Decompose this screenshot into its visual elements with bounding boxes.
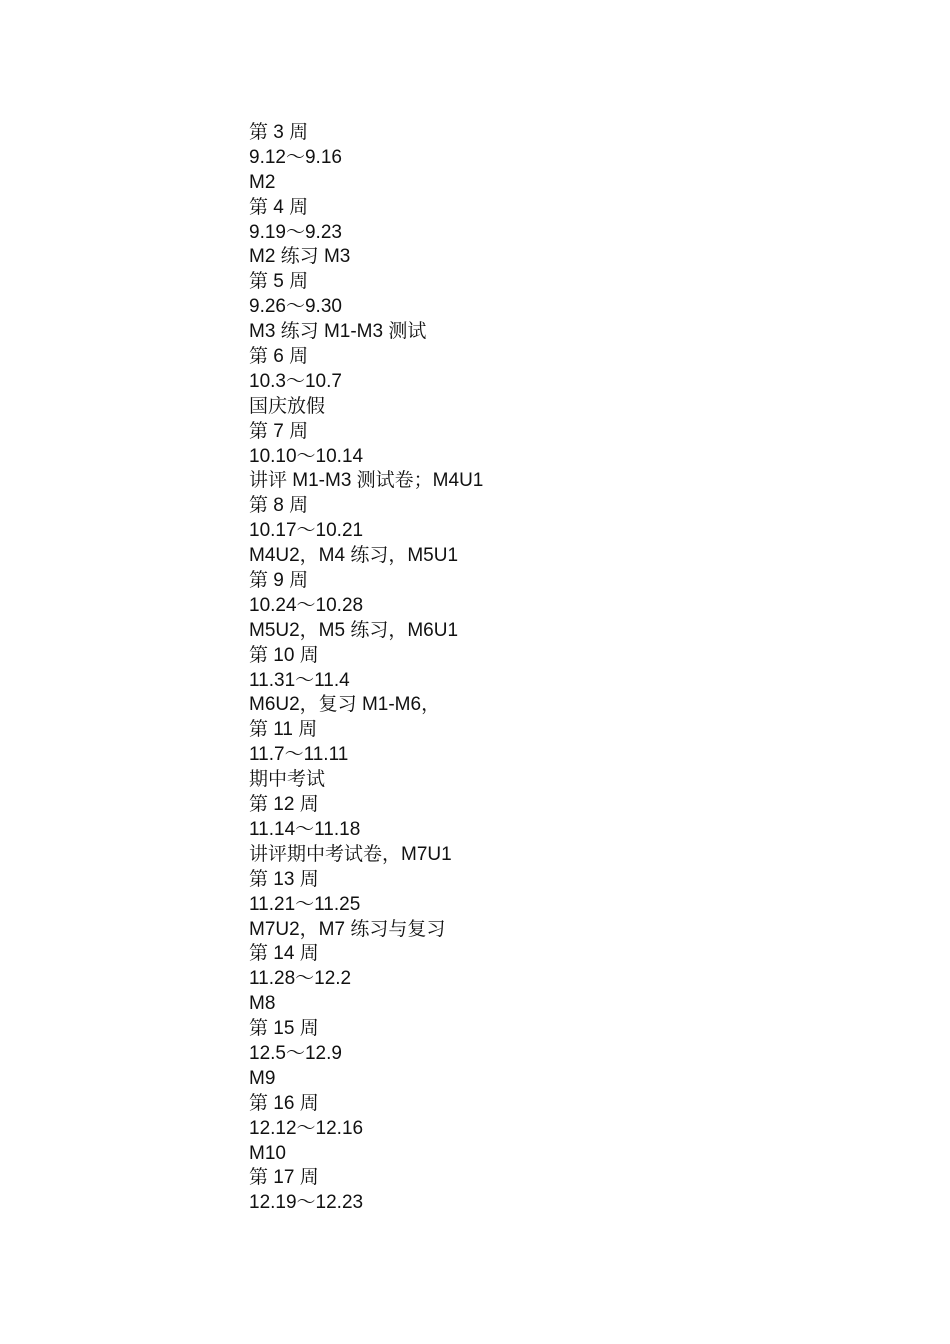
- week-dates: 9.26～9.30: [249, 296, 342, 318]
- week-label: 第 6 周: [249, 346, 309, 368]
- week-content: 讲评期中考试卷，M7U1: [249, 843, 452, 865]
- week-label: 第 13 周: [249, 868, 319, 890]
- schedule-list: [249, 121, 849, 1216]
- week-content: M8: [249, 993, 276, 1015]
- week-content: 国庆放假: [249, 395, 326, 417]
- week-content: M2: [249, 171, 276, 193]
- week-dates: 12.5～12.9: [249, 1042, 342, 1064]
- week-label: 第 8 周: [249, 495, 309, 517]
- week-label: 第 10 周: [249, 644, 319, 666]
- week-dates: 11.14～11.18: [249, 818, 361, 840]
- week-content: 讲评 M1-M3 测试卷；M4U1: [249, 470, 484, 492]
- week-content: M3 练习 M1-M3 测试: [249, 321, 427, 343]
- week-dates: 11.28～12.2: [249, 968, 352, 990]
- week-dates: 9.12～9.16: [249, 146, 342, 168]
- week-dates: 12.12～12.16: [249, 1117, 364, 1139]
- week-content: M6U2，复习 M1-M6，: [249, 694, 441, 716]
- week-content: M10: [249, 1142, 286, 1164]
- week-dates: 11.7～11.11: [249, 744, 349, 766]
- week-dates: 12.19～12.23: [249, 1192, 364, 1214]
- week-label: 第 11 周: [249, 719, 318, 741]
- week-dates: 9.19～9.23: [249, 221, 342, 243]
- week-label: 第 7 周: [249, 420, 309, 442]
- week-label: 第 17 周: [249, 1167, 319, 1189]
- week-label: 第 15 周: [249, 1018, 319, 1040]
- week-dates: 10.3～10.7: [249, 370, 342, 392]
- week-content: M4U2，M4 练习，M5U1: [249, 545, 459, 567]
- week-label: 第 14 周: [249, 943, 319, 965]
- week-content: M9: [249, 1067, 276, 1089]
- week-label: 第 5 周: [249, 271, 309, 293]
- week-label: 第 3 周: [249, 122, 309, 143]
- week-content: M2 练习 M3: [249, 246, 351, 268]
- week-dates: 10.24～10.28: [249, 594, 364, 616]
- week-label: 第 12 周: [249, 794, 319, 816]
- week-dates: 10.10～10.14: [249, 445, 364, 467]
- week-content: 期中考试: [249, 769, 326, 791]
- week-label: 第 4 周: [249, 196, 309, 218]
- week-dates: 11.21～11.25: [249, 893, 361, 915]
- week-content: M5U2，M5 练习，M6U1: [249, 619, 459, 641]
- week-dates: 10.17～10.21: [249, 520, 364, 542]
- week-label: 第 9 周: [249, 570, 309, 592]
- week-content: M7U2，M7 练习与复习: [249, 918, 446, 940]
- week-label: 第 16 周: [249, 1092, 319, 1114]
- week-dates: 11.31～11.4: [249, 669, 350, 691]
